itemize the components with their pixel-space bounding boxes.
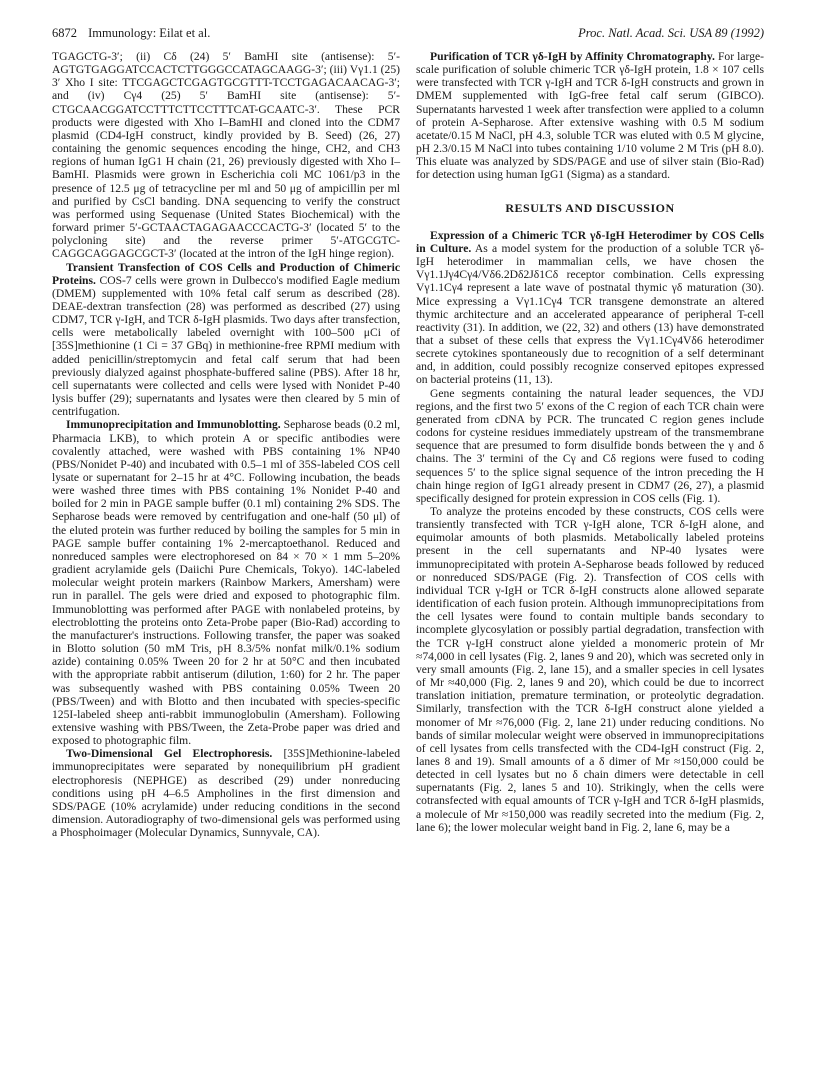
page-header — [52, 20, 764, 42]
purification-body: For large-scale purification of soluble chimeric TCR γδ-IgH protein, 1.8 × 107 cells were transfected with TCR γ-IgH and TCR δ-IgH constructs and grown in DMEM supplemented with IgG-free fetal calf serum (GIBCO). Supernatants harvested 1 week after transfection were applied to a column of protein A-Sepharose. After extensive washing with 0.5 M sodium acetate/0.15 M NaCl, pH 4.3, soluble TCR was eluted with 0.5 M glycine, pH 2.3/0.15 M NaCl into tubes containing 1/10 volume 2 M Tris (pH 8.0). This eluate was analyzed by SDS/PAGE and use of silver stain (Bio-Rad) for detection using human IgG1 (Sigma) as a standard. — [416, 50, 764, 182]
section-title-results: RESULTS AND DISCUSSION — [505, 200, 675, 215]
run-in-heading-2d-gel: Two-Dimensional Gel Electrophoresis. — [66, 747, 273, 761]
methods-paragraph-immunoprecipitation — [52, 418, 400, 747]
transfection-body: COS-7 cells were grown in Dulbecco's modified Eagle medium (DMEM) supplemented with 10% fetal calf serum as described (28). DEAE-dextran transfection (28) was performed as described (27) using CDM7, TCR γ-IgH, and TCR δ-IgH plasmids. Two days after transfection, cells were metabolically labeled overnight with 100–500 μCi of [35S]methionine (1 Ci = 37 GBq) in methionine-free RPMI medium with added penicillin/streptomycin and fetal calf serum that had been previously dialyzed against phosphate-buffered saline (PBS). After 18 hr, cell supernatants were collected and cells were lysed with Nonidet P-40 lysis buffer (29); supernatants and lysates were then cleared by 5 min of centrifugation. — [52, 273, 400, 419]
results-paragraph-gene-segments: Gene segments containing the natural leader sequences, the VDJ regions, and the first two 5′ exons of the C region of each TCR chain were generated from cDNA by PCR. The truncated C region genes include codons for cysteine residues immediately upstream of the transmembrane sequence that are presumed to form disulfide bonds between the γ and δ chains. The 3′ termini of the Cγ and Cδ regions were fused to coding sequences 5′ to the splice signal sequence of the intron preceding the H chain hinge region of IgG1 already present in CDM7 (26, 27), a plasmid specifically designed for protein expression in COS cells (Fig. 1). — [416, 386, 764, 505]
expression-body: As a model system for the production of a soluble TCR γδ-IgH heterodimer in mammalian cells, we have chosen the Vγ1.1Jγ4Cγ4/Vδ6.2Dδ2Jδ1Cδ receptor combination. Cells expressing Vγ1.1Cγ4 represent a late wave of postnatal thymic γδ maturation (30). Mice expressing a Vγ1.1Cγ4 TCR transgene demonstrate an altered thymic architecture and an accelerated appearance of peripheral T-cell reactivity (31). In addition, we (22, 32) and others (13) have demonstrated that a subset of these cells that express the Vγ1.1Cγ4Vδ6 heterodimer secrete cytokines spontaneously due to recognition of a self determinant and, in addition, could possibly recognize conserved epitopes expressed on bacterial proteins (11, 13). — [416, 241, 764, 387]
left-column — [52, 50, 400, 839]
methods-paragraph-primers: TGAGCTG-3′; (ii) Cδ (24) 5′ BamHI site (antisense): 5′-AGTGTGAGGATCCACTCTTGGGCCATAGCAAGG-3′; (iii) Vγ1.1 (25) 3′ Xho I site: TTCGAGCTCGAGTGCGTTT-TCCTGAGACAACAG-3′; and (iv) Cγ4 (25) 5′ BamHI site (antisense): 5′-CTGCAACGGATCCTTTCTTCCTTTCAT-GCAATC-3′. These PCR products were digested with Xho I–BamHI and cloned into the CDM7 plasmid (CD4-IgH construct, kindly provided by B. Seed) (26, 27) containing the genomic sequences encoding the hinge, CH2, and CH3 regions of human IgG1 H chain (21, 26) previously digested with Xho I–BamHI. Plasmids were grown in Escherichia coli MC 1061/p3 in the presence of 12.5 μg of tetracycline per ml and 50 μg of ampicillin per ml and purified by CsCl banding. DNA sequencing to verify the construct was performed using Sequenase (United States Biochemical) with the forward primer 5′-GCTAACTAGAGAACCCACTG-3′ (located 5′ to the polycloning site) and the reverse primer 5′-ATGCGTC-CAGGCAGGAGCGCT-3′ (located at the intron of the IgH hinge region). — [52, 50, 400, 261]
run-in-heading-immunoprecipitation: Immunoprecipitation and Immunoblotting. — [66, 418, 281, 432]
results-paragraph-protein-analysis: To analyze the proteins encoded by these constructs, COS cells were transiently transfected with TCR γ-IgH alone, TCR δ-IgH alone, and equimolar amounts of both plasmids. Metabolically labeled proteins present in the cell supernatants and NP-40 lysates were immunoprecipitated with protein A-Sepharose beads followed by reduced or nonreduced SDS/PAGE (Fig. 2). Transfection of COS cells with individual TCR γ-IgH or TCR δ-IgH constructs alone allowed separate identification of each fusion protein. Although immunoprecipitations from the cell lysates were found to contain multiple bands secondary to incomplete glycosylation or possibly partial degradation, transfection with the TCR γ-IgH construct alone yielded a monomeric protein of Mr ≈74,000 in cell lysates (Fig. 2, lanes 9 and 20), which was secreted only in very small amounts (Fig. 2, lane 15), and a smaller species in cell lysates of Mr ≈40,000 (Fig. 2, lanes 9 and 20), which could be due to incorrect translation initiation, premature termination, or proteolytic degradation. Similarly, transfection with the TCR δ-IgH construct alone yielded a monomer of Mr ≈76,000 (Fig. 2, lane 21) under reducing conditions. No bands of similar molecular weight were observed in immunoprecipitations of cell lysates from cells transfected with the CD4-IgH construct (Fig. 2, lanes 8 and 19). Small amounts of a δ dimer of Mr ≈150,000 could be detected in cell lysates but no δ chain dimers were detectable in cell supernatants (Fig. 2, lanes 5 and 10). Strikingly, when the cells were cotransfected with equal amounts of TCR γ-IgH and TCR δ-IgH plasmids, a molecule of Mr ≈150,000 was readily secreted into the medium (Fig. 2, lane 6); the lower molecular weight band in Fig. 2, lane 6, may be a — [416, 505, 764, 834]
journal-citation: Proc. Natl. Acad. Sci. USA 89 (1992) — [578, 26, 764, 40]
immunoprecipitation-body: Sepharose beads (0.2 ml, Pharmacia LKB), to which protein A or specific antibodies were covalently attached, were washed with PBS containing 1% NP40 (PBS/Nonidet P-40) and incubated with 0.5–1 ml of 35S-labeled COS cell lysate or supernatant for 2–15 hr at 4°C. Following incubation, the beads were washed three times with PBS containing 1% Nonidet P-40 and boiled for 2 min in PAGE sample buffer (0.1 ml) containing 2% SDS. The Sepharose beads were removed by centrifugation and one-half (50 μl) of the eluted protein was further reduced by boiling the samples for 5 min in PAGE sample buffer containing 1% 2-mercaptoethanol. Reduced and nonreduced samples were electrophoresed on 84 × 70 × 1 mm 5–20% gradient acrylamide gels (Daiichi Pure Chemicals, Tokyo). 14C-labeled molecular weight protein markers (Rainbow Markers, Amersham) were run in parallel. The gels were dried and exposed to photographic film. Immunoblotting was performed after PAGE with nonlabeled proteins, by electroblotting the proteins onto Zeta-Probe paper (Bio-Rad) according to the manufacturer's instructions. Following transfer, the paper was soaked in Blotto solution (50 mM Tris, pH 8.3/5% nonfat milk/0.1% sodium azide) containing 0.05% Tween 20 for 2 hr at 50°C and then incubated with the appropriate rabbit antiserum (dilution, 1:60) for 2 hr. The paper was subsequently washed with PBS containing 0.05% Tween 20 (PBS/Tween) and with Blotto and then incubated with species-specific 125I-labeled sheep anti-rabbit immunoglobulin (Amersham). Following extensive washing with PBS/Tween, the Zeta-Probe paper was dried and exposed to photographic film. — [52, 418, 400, 748]
run-in-heading-transfection: Transient Transfection of COS Cells and Production of Chimeric Proteins. — [52, 260, 400, 287]
running-title: Immunology: Eilat et al. — [88, 26, 211, 40]
run-in-heading-expression: Expression of a Chimeric TCR γδ-IgH Heterodimer by COS Cells in Culture. — [416, 228, 764, 255]
methods-paragraph-2d-gel — [52, 747, 400, 839]
methods-paragraph-transfection — [52, 261, 400, 419]
methods-paragraph-purification — [416, 50, 764, 182]
right-column — [416, 50, 764, 834]
header-left — [52, 26, 210, 41]
run-in-heading-purification: Purification of TCR γδ-IgH by Affinity Chromatography. — [430, 50, 715, 63]
page-number: 6872 — [52, 26, 77, 40]
2d-gel-body: [35S]Methionine-labeled immunoprecipitates were separated by nonequilibrium pH gradient electrophoresis (NEPHGE) as described (29) under nonreducing conditions using pH 4–6.5 Ampholines in the first dimension and SDS/PAGE (10% acrylamide) under reducing conditions in the second dimension. Autoradiography of two-dimensional gels was performed using a Phosphoimager (Molecular Dynamics, Sunnyvale, CA). — [52, 747, 400, 840]
results-paragraph-expression — [416, 229, 764, 387]
